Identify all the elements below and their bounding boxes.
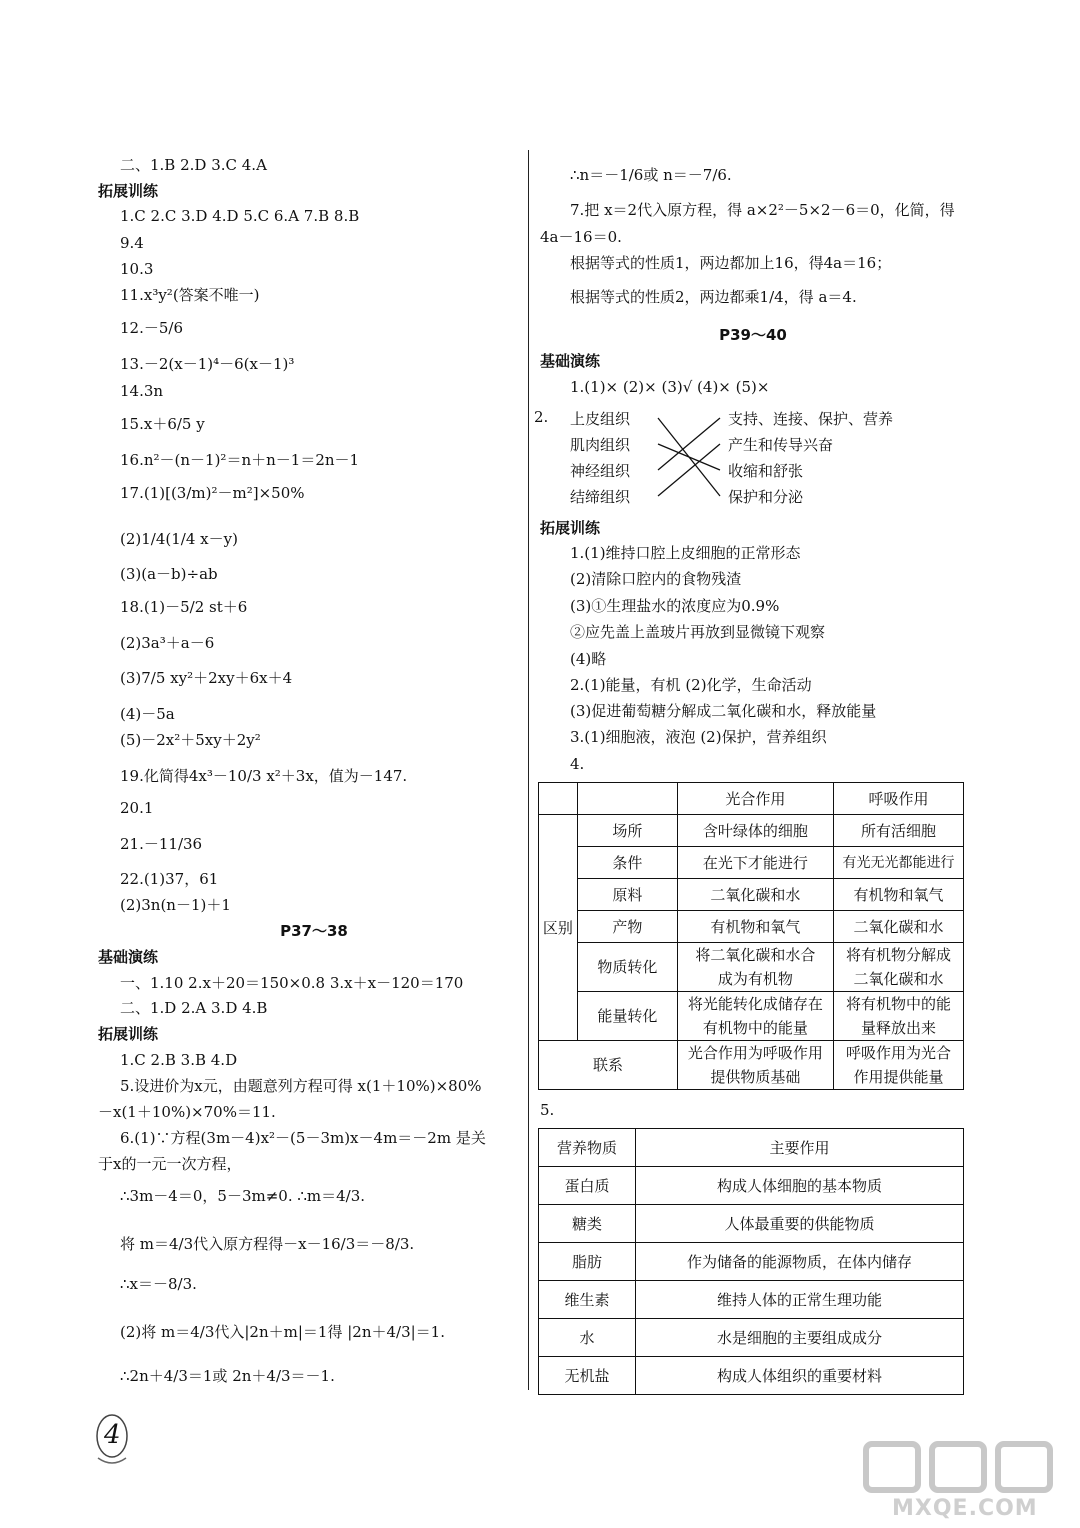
right-line: ∴n＝－1/6或 n＝－7/6.	[570, 166, 732, 184]
right-line: 2.(1)能量，有机 (2)化学，生命活动	[570, 676, 812, 694]
left-line: 1.C 2.C 3.D 4.D 5.C 6.A 7.B 8.B	[120, 207, 360, 225]
matching-right-2: 产生和传导兴奋	[728, 436, 834, 454]
matching-left-4: 结缔组织	[570, 488, 631, 506]
t1-cell: 二氧化碳和水	[677, 879, 833, 911]
t1-cell: 有光无光都能进行	[833, 847, 963, 879]
left-line: 11.x³y²(答案不唯一)	[120, 286, 260, 304]
right-line: 7.把 x＝2代入原方程，得 a×2²－5×2－6＝0，化简，得	[570, 201, 955, 219]
left-line: (2)3a³＋a－6	[120, 634, 215, 652]
right-line: 1.(1)维持口腔上皮细胞的正常形态	[570, 544, 801, 562]
matching-right-4: 保护和分泌	[728, 488, 804, 506]
t1-cell: 二氧化碳和水	[833, 911, 963, 943]
t1-cell: 产物	[577, 911, 677, 943]
matching-right-3: 收缩和舒张	[728, 462, 804, 480]
t1-cell: 光合作用为呼吸作用提供物质基础	[677, 1041, 833, 1090]
t1-head-0	[539, 783, 578, 815]
right-line: P39～40	[719, 326, 787, 344]
left-line: －x(1＋10%)×70%＝11.	[98, 1103, 276, 1121]
matching-left-2: 肌肉组织	[570, 436, 631, 454]
left-line: 1.C 2.B 3.B 4.D	[120, 1051, 238, 1069]
page-number: 4	[104, 1420, 121, 1450]
left-line: 10.3	[120, 260, 154, 278]
t1-cell: 所有活细胞	[833, 815, 963, 847]
t2-cell: 构成人体细胞的基本物质	[636, 1167, 964, 1205]
t1-cell: 有机物和氧气	[677, 911, 833, 943]
t1-cell: 有机物和氧气	[833, 879, 963, 911]
left-line: 13.－2(x－1)⁴－6(x－1)³	[120, 355, 295, 373]
left-line: 基础演练	[98, 948, 159, 966]
left-line: 16.n²－(n－1)²＝n＋n－1＝2n－1	[120, 451, 360, 469]
t2-head-0: 营养物质	[539, 1129, 636, 1167]
matching-left-3: 神经组织	[570, 462, 631, 480]
t2-head-1: 主要作用	[636, 1129, 964, 1167]
t2-cell: 脂肪	[539, 1243, 636, 1281]
t1-head-3: 呼吸作用	[833, 783, 963, 815]
watermark	[852, 1434, 1072, 1524]
left-line: ∴x＝－8/3.	[120, 1275, 197, 1293]
left-line: (2)1/4(1/4 x－y)	[120, 530, 238, 548]
left-line: (2)将 m＝4/3代入|2n＋m|＝1得 |2n＋4/3|＝1.	[120, 1323, 445, 1341]
t1-cell: 联系	[539, 1041, 678, 1090]
right-line: 3.(1)细胞液，液泡 (2)保护，营养组织	[570, 728, 827, 746]
page-number-ornament	[90, 1410, 134, 1470]
t2-cell: 人体最重要的供能物质	[636, 1205, 964, 1243]
t2-cell: 维持人体的正常生理功能	[636, 1281, 964, 1319]
t1-cell: 能量转化	[577, 992, 677, 1041]
left-line: ∴3m－4＝0，5－3m≠0. ∴m＝4/3.	[120, 1187, 366, 1205]
left-line: 6.(1)∵方程(3m－4)x²－(5－3m)x－4m＝－2m 是关	[120, 1129, 486, 1147]
left-line: P37～38	[280, 922, 348, 940]
watermark-text: MXQE.COM	[892, 1496, 1038, 1521]
left-line: 20.1	[120, 799, 154, 817]
t1-cell: 在光下才能进行	[677, 847, 833, 879]
left-line: 19.化简得4x³－10/3 x²＋3x，值为－147.	[120, 767, 408, 785]
t1-cell: 呼吸作用为光合作用提供能量	[833, 1041, 963, 1090]
t2-cell: 无机盐	[539, 1357, 636, 1395]
left-line: (3)7/5 xy²＋2xy＋6x＋4	[120, 669, 293, 687]
right-line: 根据等式的性质1，两边都加上16，得4a＝16；	[570, 254, 892, 272]
nutrient-table	[538, 1128, 964, 1395]
right-line: 4.	[570, 755, 585, 773]
left-line: 12.－5/6	[120, 319, 183, 337]
right-line: 拓展训练	[540, 519, 601, 537]
left-line: 二、1.B 2.D 3.C 4.A	[120, 156, 267, 174]
t1-group: 区别	[539, 815, 578, 1041]
right-line: (2)清除口腔内的食物残渣	[570, 570, 742, 588]
t2-cell: 维生素	[539, 1281, 636, 1319]
t2-cell: 构成人体组织的重要材料	[636, 1357, 964, 1395]
t1-head-2: 光合作用	[677, 783, 833, 815]
left-line: 18.(1)－5/2 st＋6	[120, 598, 248, 616]
left-line: 15.x＋6/5 y	[120, 415, 205, 433]
t1-cell: 将光能转化成储存在有机物中的能量	[677, 992, 833, 1041]
left-line: 9.4	[120, 234, 144, 252]
t1-cell: 将有机物中的能量释放出来	[833, 992, 963, 1041]
t2-cell: 糖类	[539, 1205, 636, 1243]
left-line: (5)－2x²＋5xy＋2y²	[120, 731, 261, 749]
right-line: 1.(1)× (2)× (3)√ (4)× (5)×	[570, 378, 770, 396]
left-line: 二、1.D 2.A 3.D 4.B	[120, 999, 268, 1017]
left-line: 拓展训练	[98, 1025, 159, 1043]
left-line: 21.－11/36	[120, 835, 203, 853]
t1-cell: 场所	[577, 815, 677, 847]
right-line: (4)略	[570, 650, 607, 668]
left-line: 14.3n	[120, 382, 164, 400]
right-line: 根据等式的性质2，两边都乘1/4，得 a＝4.	[570, 288, 857, 306]
left-line: 17.(1)[(3/m)²－m²]×50%	[120, 484, 305, 502]
t1-cell: 含叶绿体的细胞	[677, 815, 833, 847]
left-line: 一、1.10 2.x＋20＝150×0.8 3.x＋x－120＝170	[120, 974, 464, 992]
photosynthesis-respiration-table	[538, 782, 964, 1090]
right-line: 5.	[540, 1101, 555, 1119]
left-line: (3)(a－b)÷ab	[120, 565, 218, 583]
t1-cell: 物质转化	[577, 943, 677, 992]
right-line: (3)①生理盐水的浓度应为0.9%	[570, 597, 780, 615]
left-line: 拓展训练	[98, 182, 159, 200]
t2-cell: 作为储备的能源物质，在体内储存	[636, 1243, 964, 1281]
t1-cell: 将二氧化碳和水合成为有机物	[677, 943, 833, 992]
right-line: 基础演练	[540, 352, 601, 370]
right-line: (3)促进葡萄糖分解成二氧化碳和水，释放能量	[570, 702, 877, 720]
left-line: 22.(1)37，61	[120, 870, 219, 888]
right-line: 4a－16＝0.	[540, 228, 622, 246]
left-line: (2)3n(n－1)＋1	[120, 896, 231, 914]
left-line: 于x的一元一次方程，	[98, 1155, 242, 1173]
t1-cell: 原料	[577, 879, 677, 911]
t2-cell: 水是细胞的主要组成成分	[636, 1319, 964, 1357]
right-line: ②应先盖上盖玻片再放到显微镜下观察	[570, 623, 826, 641]
left-line: 将 m＝4/3代入原方程得－x－16/3＝－8/3.	[120, 1235, 415, 1253]
matching-left-1: 上皮组织	[570, 410, 631, 428]
t2-cell: 水	[539, 1319, 636, 1357]
left-line: ∴2n＋4/3＝1或 2n＋4/3＝－1.	[120, 1367, 335, 1385]
matching-number: 2.	[534, 408, 549, 426]
t1-cell: 条件	[577, 847, 677, 879]
matching-diagram	[534, 400, 910, 510]
left-line: (4)－5a	[120, 705, 175, 723]
matching-right-1: 支持、连接、保护、营养	[728, 410, 894, 428]
left-line: 5.设进价为x元，由题意列方程可得 x(1＋10%)×80%	[120, 1077, 482, 1095]
t2-cell: 蛋白质	[539, 1167, 636, 1205]
t1-head-1	[577, 783, 677, 815]
t1-cell: 将有机物分解成二氧化碳和水	[833, 943, 963, 992]
